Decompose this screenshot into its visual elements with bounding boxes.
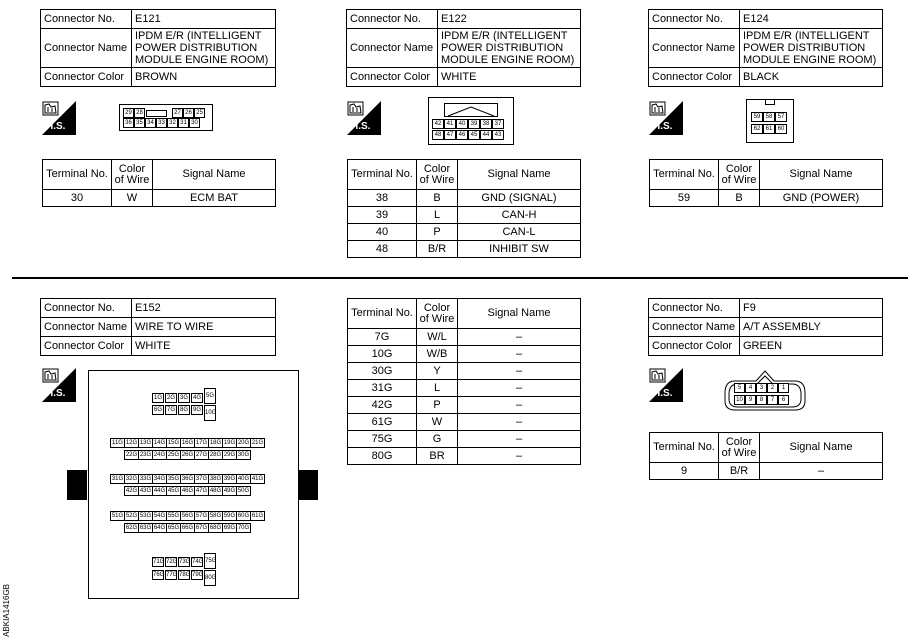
- pin: 6G: [153, 407, 162, 413]
- connector-info-e122: [346, 9, 581, 87]
- pin: 43: [492, 130, 504, 140]
- pin: 10: [734, 395, 745, 405]
- pin: 39: [468, 119, 480, 129]
- keyway: [146, 110, 167, 117]
- pin: 19G: [223, 440, 236, 446]
- pin: 18G: [209, 440, 222, 446]
- pin: 59G: [223, 513, 236, 519]
- connector-face-e124: [746, 99, 794, 143]
- pin: 42G: [125, 488, 138, 494]
- pin: 8G: [179, 407, 188, 413]
- terminal-no: 80G: [348, 448, 417, 465]
- terminal-no-header: Terminal No.: [650, 433, 719, 463]
- pin: 25G: [167, 452, 180, 458]
- terminal-table-e121: [42, 159, 276, 207]
- harness-side-icon: [649, 368, 683, 402]
- pin: 60G: [237, 513, 250, 519]
- pin: 2G: [166, 395, 175, 401]
- pin: 41G: [251, 476, 264, 482]
- harness-side-label: H.S.: [46, 121, 66, 132]
- connector-no-value: E124: [740, 10, 883, 29]
- table-row: [650, 190, 883, 207]
- pin: 27G: [195, 452, 208, 458]
- terminal-no: 38: [348, 190, 417, 207]
- terminal-no: 7G: [348, 329, 417, 346]
- pin: 69G: [223, 525, 236, 531]
- terminal-no: 59: [650, 190, 719, 207]
- connector-name-label: Connector Name: [649, 29, 740, 68]
- connector-color-label: Connector Color: [41, 68, 132, 87]
- terminal-no-header: Terminal No.: [43, 160, 112, 190]
- pin: 63G: [139, 525, 152, 531]
- signal-name: ECM BAT: [153, 190, 276, 207]
- pin: 35: [134, 118, 145, 128]
- pin: 7: [767, 395, 778, 405]
- connector-no-label: Connector No.: [41, 299, 132, 318]
- terminal-no: 30: [43, 190, 112, 207]
- connector-info-e152: [40, 298, 276, 356]
- pin: 16G: [181, 440, 194, 446]
- terminal-table-f9: [649, 432, 883, 480]
- terminal-no-header: Terminal No.: [348, 299, 417, 329]
- connector-no-value: E121: [132, 10, 276, 29]
- pin: 28G: [209, 452, 222, 458]
- pin: 15G: [167, 440, 180, 446]
- connector-no-label: Connector No.: [41, 10, 132, 29]
- harness-side-icon: [649, 101, 683, 135]
- pin: 43G: [139, 488, 152, 494]
- pin: 44G: [153, 488, 166, 494]
- pin: 76G: [153, 572, 165, 578]
- connector-color-value: GREEN: [740, 337, 883, 356]
- signal-name-header: Signal Name: [153, 160, 276, 190]
- pin: 48: [432, 130, 444, 140]
- connector-name-value: IPDM E/R (INTELLIGENT POWER DISTRIBUTION MODULE ENGINE ROOM): [740, 29, 883, 68]
- wire-color-header: Color of Wire: [719, 433, 760, 463]
- pin: 41: [444, 119, 456, 129]
- terminal-no: 42G: [348, 397, 417, 414]
- wire-color: W: [417, 414, 458, 431]
- connector-color-label: Connector Color: [41, 337, 132, 356]
- pin: 79G: [192, 572, 204, 578]
- harness-side-label: H.S.: [351, 121, 371, 132]
- connector-no-label: Connector No.: [347, 10, 438, 29]
- connector-color-value: WHITE: [438, 68, 581, 87]
- terminal-no-header: Terminal No.: [650, 160, 719, 190]
- pin: 57: [775, 112, 787, 122]
- terminal-table-e124: [649, 159, 883, 207]
- pin: 1G: [153, 395, 162, 401]
- connector-color-value: BROWN: [132, 68, 276, 87]
- harness-side-label: H.S.: [653, 121, 673, 132]
- pin: 59: [751, 112, 763, 122]
- connector-color-value: WHITE: [132, 337, 276, 356]
- pin: 4: [745, 383, 756, 393]
- signal-name: –: [458, 363, 581, 380]
- table-row: [348, 346, 581, 363]
- pin: 13G: [139, 440, 152, 446]
- pin: 20G: [237, 440, 250, 446]
- wire-color: W/L: [417, 329, 458, 346]
- lock-tab-right: [298, 470, 318, 500]
- terminal-no: 31G: [348, 380, 417, 397]
- pin: 53G: [139, 513, 152, 519]
- pin: 7G: [166, 407, 175, 413]
- pin: 68G: [209, 525, 222, 531]
- pin: 12G: [125, 440, 138, 446]
- pin: 56G: [181, 513, 194, 519]
- signal-name: –: [458, 380, 581, 397]
- wire-color: W: [112, 190, 153, 207]
- pin: 32G: [125, 476, 138, 482]
- pin: 29: [123, 108, 134, 118]
- pin: 3G: [179, 395, 188, 401]
- pin: 61G: [251, 513, 264, 519]
- table-row: [348, 414, 581, 431]
- connector-face-e121: [119, 104, 213, 131]
- signal-name-header: Signal Name: [760, 160, 883, 190]
- terminal-table-e122: [347, 159, 581, 258]
- pin: 60: [775, 124, 787, 134]
- wire-color: B: [417, 190, 458, 207]
- pin: 36: [123, 118, 134, 128]
- table-row: [348, 380, 581, 397]
- pin: 34G: [153, 476, 166, 482]
- pin: 1: [778, 383, 789, 393]
- terminal-no: 75G: [348, 431, 417, 448]
- pin: 37G: [195, 476, 208, 482]
- pin: 30G: [237, 452, 250, 458]
- pin: 2: [767, 383, 778, 393]
- pin: 33: [156, 118, 167, 128]
- pin: 39G: [223, 476, 236, 482]
- pin: 9G: [192, 407, 201, 413]
- pin: 27: [172, 108, 183, 118]
- signal-name: –: [458, 329, 581, 346]
- signal-name: CAN-L: [458, 224, 581, 241]
- connector-name-label: Connector Name: [649, 318, 740, 337]
- pin: 40: [456, 119, 468, 129]
- table-row: [348, 241, 581, 258]
- pin: 57G: [195, 513, 208, 519]
- connector-name-label: Connector Name: [41, 29, 132, 68]
- wire-color-header: Color of Wire: [719, 160, 760, 190]
- pin: 46: [456, 130, 468, 140]
- wire-color-header: Color of Wire: [417, 160, 458, 190]
- table-row: [348, 329, 581, 346]
- wire-color-header: Color of Wire: [112, 160, 153, 190]
- pin: 31G: [111, 476, 124, 482]
- pin: 58: [763, 112, 775, 122]
- pin: 33G: [139, 476, 152, 482]
- signal-name-header: Signal Name: [458, 299, 581, 329]
- signal-name: GND (SIGNAL): [458, 190, 581, 207]
- pin: 38: [480, 119, 492, 129]
- pin: 10G: [204, 405, 216, 421]
- figure-code: ABKIA1416GB: [2, 584, 11, 637]
- pin: 67G: [195, 525, 208, 531]
- table-row: [43, 190, 276, 207]
- pin: 28: [134, 108, 145, 118]
- pin: 74G: [192, 559, 204, 565]
- connector-info-e124: [648, 9, 883, 87]
- connector-name-value: WIRE TO WIRE: [132, 318, 276, 337]
- table-row: [650, 463, 883, 480]
- harness-side-label: H.S.: [46, 388, 66, 399]
- pin: 75G: [204, 553, 216, 569]
- signal-name: GND (POWER): [760, 190, 883, 207]
- signal-name: –: [458, 397, 581, 414]
- terminal-table-e152: [347, 298, 581, 465]
- signal-name-header: Signal Name: [760, 433, 883, 463]
- signal-name: –: [458, 346, 581, 363]
- connector-color-label: Connector Color: [347, 68, 438, 87]
- terminal-no: 9: [650, 463, 719, 480]
- pin: 44: [480, 130, 492, 140]
- pin: 45: [468, 130, 480, 140]
- pin: 55G: [167, 513, 180, 519]
- pin: 62G: [125, 525, 138, 531]
- pin: 80G: [204, 570, 216, 586]
- connector-color-label: Connector Color: [649, 337, 740, 356]
- wire-color: W/B: [417, 346, 458, 363]
- connector-name-value: IPDM E/R (INTELLIGENT POWER DISTRIBUTION MODULE ENGINE ROOM): [132, 29, 276, 68]
- pin: 51G: [111, 513, 124, 519]
- pin: 52G: [125, 513, 138, 519]
- terminal-no-header: Terminal No.: [348, 160, 417, 190]
- table-row: [348, 448, 581, 465]
- pin: 4G: [192, 395, 201, 401]
- pin: 5: [734, 383, 745, 393]
- terminal-no: 40: [348, 224, 417, 241]
- terminal-no: 48: [348, 241, 417, 258]
- pin: 78G: [179, 572, 191, 578]
- terminal-no: 10G: [348, 346, 417, 363]
- pin: 3: [756, 383, 767, 393]
- pin: 11G: [110, 438, 125, 448]
- pin: 21G: [251, 440, 264, 446]
- terminal-no: 39: [348, 207, 417, 224]
- pin: 29G: [223, 452, 236, 458]
- table-row: [348, 207, 581, 224]
- signal-name: –: [458, 448, 581, 465]
- connector-no-label: Connector No.: [649, 10, 740, 29]
- pin: 34: [145, 118, 156, 128]
- pin: 38G: [209, 476, 222, 482]
- signal-name: INHIBIT SW: [458, 241, 581, 258]
- pin: 6: [778, 395, 789, 405]
- pin: 14G: [153, 440, 166, 446]
- pin: 64G: [153, 525, 166, 531]
- connector-name-label: Connector Name: [347, 29, 438, 68]
- wire-color: B/R: [719, 463, 760, 480]
- pin: 31: [178, 118, 189, 128]
- pin: 70G: [237, 525, 250, 531]
- pin: 30: [189, 118, 200, 128]
- pin: 40G: [237, 476, 250, 482]
- harness-side-label: H.S.: [653, 388, 673, 399]
- connector-name-value: A/T ASSEMBLY: [740, 318, 883, 337]
- pin: 35G: [167, 476, 180, 482]
- connector-no-value: E152: [132, 299, 276, 318]
- wire-color: P: [417, 224, 458, 241]
- pin: 77G: [166, 572, 178, 578]
- pin: 50G: [237, 488, 250, 494]
- harness-side-icon: [42, 101, 76, 135]
- harness-side-icon: [347, 101, 381, 135]
- pin: 22G: [125, 452, 138, 458]
- pin: 73G: [179, 559, 191, 565]
- table-row: [348, 224, 581, 241]
- wire-color: B: [719, 190, 760, 207]
- signal-name: –: [458, 414, 581, 431]
- terminal-no: 30G: [348, 363, 417, 380]
- signal-name-header: Signal Name: [458, 160, 581, 190]
- pin: 48G: [209, 488, 222, 494]
- table-row: [348, 397, 581, 414]
- table-row: [348, 363, 581, 380]
- pin: 42: [432, 119, 444, 129]
- wire-color-header: Color of Wire: [417, 299, 458, 329]
- pin: 47G: [195, 488, 208, 494]
- connector-no-value: E122: [438, 10, 581, 29]
- pin: 26: [183, 108, 194, 118]
- pin: 72G: [166, 559, 178, 565]
- connector-color-label: Connector Color: [649, 68, 740, 87]
- pin: 9: [745, 395, 756, 405]
- wire-color: P: [417, 397, 458, 414]
- connector-color-value: BLACK: [740, 68, 883, 87]
- pin: 45G: [167, 488, 180, 494]
- pin: 8: [756, 395, 767, 405]
- pin: 46G: [181, 488, 194, 494]
- pin: 61: [763, 124, 775, 134]
- wire-color: L: [417, 207, 458, 224]
- pin: 58G: [209, 513, 222, 519]
- section-divider: [12, 277, 908, 279]
- pin: 37: [492, 119, 504, 129]
- table-row: [348, 190, 581, 207]
- pin: 24G: [153, 452, 166, 458]
- pin: 47: [444, 130, 456, 140]
- wire-color: Y: [417, 363, 458, 380]
- connector-name-label: Connector Name: [41, 318, 132, 337]
- pin: 5G: [204, 388, 216, 404]
- pin: 49G: [223, 488, 236, 494]
- wire-color: B/R: [417, 241, 458, 258]
- pin: 32: [167, 118, 178, 128]
- wire-color: BR: [417, 448, 458, 465]
- table-row: [348, 431, 581, 448]
- pin: 23G: [139, 452, 152, 458]
- wire-color: G: [417, 431, 458, 448]
- pin: 66G: [181, 525, 194, 531]
- pin: 65G: [167, 525, 180, 531]
- lock-tab-left: [67, 470, 87, 500]
- harness-side-icon: [42, 368, 76, 402]
- signal-name: –: [458, 431, 581, 448]
- connector-info-f9: [648, 298, 883, 356]
- pin: 25: [194, 108, 205, 118]
- keyway: [765, 100, 775, 105]
- connector-no-label: Connector No.: [649, 299, 740, 318]
- wire-color: L: [417, 380, 458, 397]
- connector-name-value: IPDM E/R (INTELLIGENT POWER DISTRIBUTION MODULE ENGINE ROOM): [438, 29, 581, 68]
- pin: 62: [751, 124, 763, 134]
- pin: 54G: [153, 513, 166, 519]
- pin: 17G: [195, 440, 208, 446]
- pin: 26G: [181, 452, 194, 458]
- connector-no-value: F9: [740, 299, 883, 318]
- signal-name: CAN-H: [458, 207, 581, 224]
- terminal-no: 61G: [348, 414, 417, 431]
- pin: 71G: [153, 559, 165, 565]
- pin: 36G: [181, 476, 194, 482]
- connector-info-e121: [40, 9, 276, 87]
- signal-name: –: [760, 463, 883, 480]
